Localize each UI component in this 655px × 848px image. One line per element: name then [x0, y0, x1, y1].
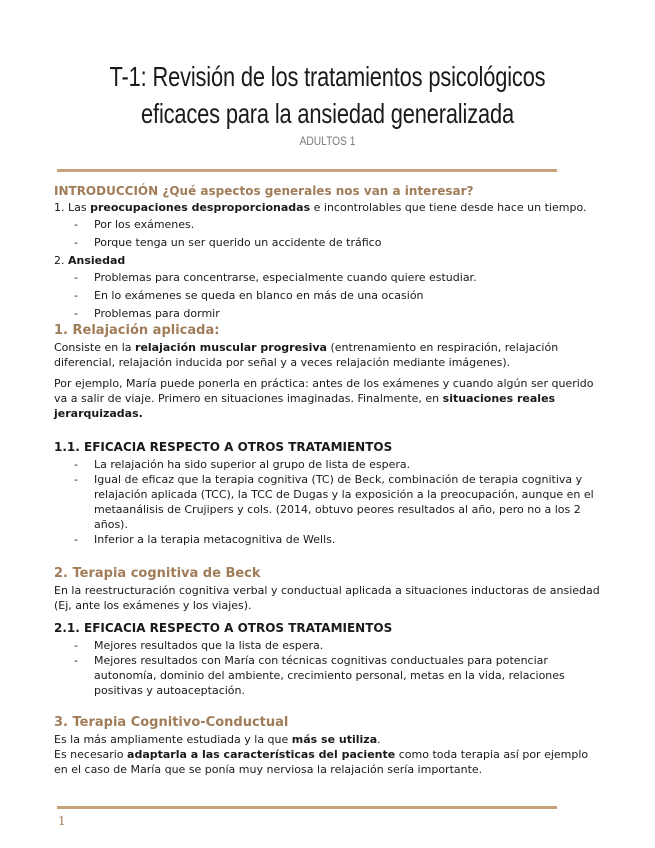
section-1-1-heading: 1.1. EFICACIA RESPECTO A OTROS TRATAMIENTOS: [54, 440, 393, 454]
section-1-heading: 1. Relajación aplicada:: [54, 323, 220, 338]
intro-item-1-list: [54, 217, 602, 250]
title-line-1: T-1: Revisión de los tratamientos psicológicos: [109, 61, 546, 92]
list-item: - Problemas para concentrarse, especialmente cuando quiere estudiar.: [74, 270, 602, 285]
intro-item-1-bold: preocupaciones desproporcionadas: [90, 201, 311, 214]
list-item: - Igual de eficaz que la terapia cognitiva (TC) de Beck, combinación de terapia cognitiva y relajación aplicada (TCC), la TCC de Dugas y la exposición a la preocupación, aunque en el metaanálisis de Crujipers y cols. (2014, obtuvo peores resultados al año, pero no a los 2 años).: [74, 472, 602, 532]
section-2-heading: 2. Terapia cognitiva de Beck: [54, 566, 261, 581]
section-1-p2-bold: situaciones reales jerarquizadas.: [54, 392, 556, 420]
list-item: - Inferior a la terapia metacognitiva de Wells.: [74, 532, 602, 547]
section-1-p2-text: Por ejemplo, María puede ponerla en práctica: antes de los exámenes y cuando algún ser querido va a salir de viaje. Primero en situaciones imaginadas. Finalmente, en: [54, 377, 594, 405]
list-item: - Mejores resultados con María con técnicas cognitivas conductuales para potenciar autonomía, dominio del ambiente, crecimiento personal, metas en la vida, relaciones positivas y autoaceptación.: [74, 653, 602, 698]
section-1-paragraph-2: [54, 376, 602, 421]
document-subtitle: ADULTOS 1: [299, 134, 356, 148]
top-divider: [57, 169, 557, 172]
section-3-heading: 3. Terapia Cognitivo-Conductual: [54, 715, 289, 730]
intro-item-1-number: 1. Las: [54, 201, 87, 214]
list-item: - Por los exámenes.: [74, 217, 602, 232]
list-item: - Mejores resultados que la lista de espera.: [74, 638, 602, 653]
list-item: - Porque tenga un ser querido un accidente de tráfico: [74, 235, 602, 250]
document-body: [54, 183, 602, 777]
intro-heading-prefix: INTRODUCCIÓN: [54, 184, 159, 198]
section-2-paragraph-1: En la reestructuración cognitiva verbal y conductual aplicada a situaciones inductoras de ansiedad (Ej, ante los exámenes y los viajes).: [54, 584, 600, 612]
intro-item-2-list: [54, 270, 602, 321]
section-1-p1-bold: relajación muscular progresiva: [135, 341, 327, 354]
intro-item-1-text: e incontrolables que tiene desde hace un tiempo.: [313, 201, 587, 214]
list-item: - En lo exámenes se queda en blanco en más de una ocasión: [74, 288, 602, 303]
title-line-2: eficaces para la ansiedad generalizada: [141, 98, 514, 129]
section-1-p1-text-a: Consiste en la: [54, 341, 132, 354]
intro-item-2-number: 2.: [54, 254, 65, 267]
intro-item-1: [54, 200, 602, 215]
section-1-1-list: [54, 457, 602, 547]
intro-heading: [54, 183, 602, 200]
intro-heading-question: ¿Qué aspectos generales nos van a interesar?: [162, 184, 474, 198]
section-3-p1-bold: más se utiliza: [291, 733, 378, 746]
bottom-divider: [57, 806, 557, 809]
intro-item-2-bold: Ansiedad: [68, 254, 126, 267]
section-1-paragraph-1: [54, 340, 602, 370]
intro-item-2: [54, 253, 602, 268]
section-3-paragraph-2: [54, 747, 602, 777]
section-3-p2-text-a: Es necesario: [54, 748, 124, 761]
section-2-1-list: [54, 638, 602, 698]
section-3-paragraph-1: [54, 732, 602, 747]
section-3-p2-text-b: como toda terapia así por ejemplo en el caso de María que se ponía muy nerviosa la relajación sería importante.: [54, 748, 589, 776]
section-3-p1-text-a: Es la más ampliamente estudiada y la que: [54, 733, 289, 746]
document-title: [72, 58, 583, 132]
list-item: - La relajación ha sido superior al grupo de lista de espera.: [74, 457, 602, 472]
section-3-p2-bold: adaptarla a las características del paciente: [127, 748, 396, 761]
section-1-p1-text-b: (entrenamiento en respiración, relajación diferencial, relajación inducida por señal y a veces relajación mediante imágenes).: [54, 341, 559, 369]
section-3-p1-text-b: .: [377, 733, 381, 746]
list-item: - Problemas para dormir: [74, 306, 602, 321]
section-2-1-heading: 2.1. EFICACIA RESPECTO A OTROS TRATAMIENTOS: [54, 621, 393, 635]
page-number: 1: [58, 814, 66, 828]
